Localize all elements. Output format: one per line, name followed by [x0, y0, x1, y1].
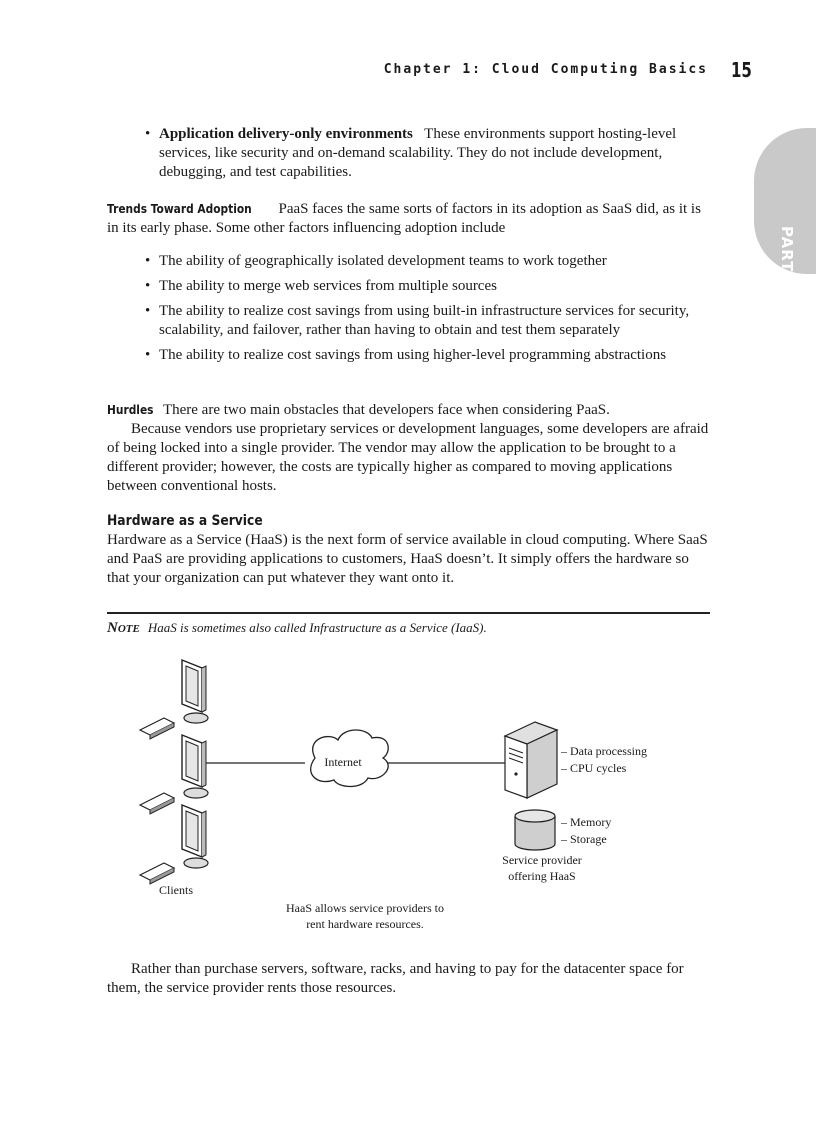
trends-text: PaaS faces the same sorts of factors in its adoption as SaaS did, as it is in its early phase. Some other factors influencing adoption include — [107, 201, 701, 236]
hurdles-text: There are two main obstacles that developers face when considering PaaS. — [162, 402, 610, 418]
note-text: HaaS is sometimes also called Infrastructure as a Service (IaaS). — [147, 620, 487, 635]
list-item: • The ability to realize cost savings from using higher-level programming abstractions — [145, 347, 667, 363]
haas-section — [107, 512, 710, 588]
figure-caption: HaaS allows service providers to rent hardware resources. — [286, 901, 444, 931]
section-heading: Hardware as a Service — [107, 513, 263, 529]
internet-label: Internet — [324, 755, 362, 769]
server-icon — [505, 722, 557, 798]
bullet-app-delivery: • Application delivery-only environments These environments support hosting-level services, like security and on-demand scalability. They do not include development, debugging, and test capabilities. — [145, 126, 677, 180]
hurdles-lead: Hurdles — [107, 402, 154, 417]
haas-diagram — [100, 640, 720, 940]
trends-paragraph — [107, 199, 710, 238]
part-tab-label: PART I — [778, 226, 796, 286]
provider-label-1: Service provider — [502, 853, 582, 867]
server-label-1: – Data processing — [561, 744, 647, 758]
database-icon — [515, 810, 555, 850]
client-computer-icon — [140, 805, 208, 884]
server-label-2: – CPU cycles — [561, 761, 627, 775]
clients-label: Clients — [158, 883, 194, 897]
storage-label-2: – Storage — [561, 832, 607, 846]
closing-paragraph: Rather than purchase servers, software, racks, and having to pay for the datacenter space for them, the service provider rents those resources. — [107, 961, 684, 996]
trends-bullets — [107, 252, 710, 365]
client-computer-icon — [140, 660, 208, 739]
list-item: • The ability of geographically isolated development teams to work together — [145, 253, 607, 269]
storage-label-1: – Memory — [561, 815, 612, 829]
haas-body: Hardware as a Service (HaaS) is the next form of service available in cloud computing. Where SaaS and PaaS are providing applications to customers, HaaS doesn’t. It simply offers the hardware so that your organization can put whatever they want onto it. — [107, 532, 708, 586]
bullet-lead: Application delivery-only environments — [159, 126, 413, 142]
hurdles-body: Because vendors use proprietary services or development languages, some developers are afraid of being locked into a single provider. The vendor may allow the application to be brought to a different provider; however, the costs are typically higher as compared to moving applications between conventional hosts. — [107, 421, 709, 494]
bullet-text: These environments support hosting-level services, like security and on-demand scalability. They do not include development, debugging, and test capabilities. — [159, 126, 677, 180]
client-computer-icon — [140, 735, 208, 814]
page-number: 15 — [731, 58, 752, 82]
note-label: Note — [107, 620, 140, 636]
hurdles-paragraph — [107, 400, 710, 496]
chapter-title: Chapter 1: Cloud Computing Basics — [383, 62, 708, 77]
provider-label-2: offering HaaS — [508, 869, 576, 883]
note-rule — [107, 612, 710, 614]
list-item: • The ability to realize cost savings from using built-in infrastructure services for security, scalability, and failover, rather than having to obtain and test them separately — [145, 303, 690, 338]
trends-lead: Trends Toward Adoption — [107, 201, 252, 216]
running-header — [0, 60, 816, 84]
note-box — [107, 620, 710, 637]
list-item: • The ability to merge web services from multiple sources — [145, 278, 497, 294]
part-tab — [754, 128, 816, 286]
